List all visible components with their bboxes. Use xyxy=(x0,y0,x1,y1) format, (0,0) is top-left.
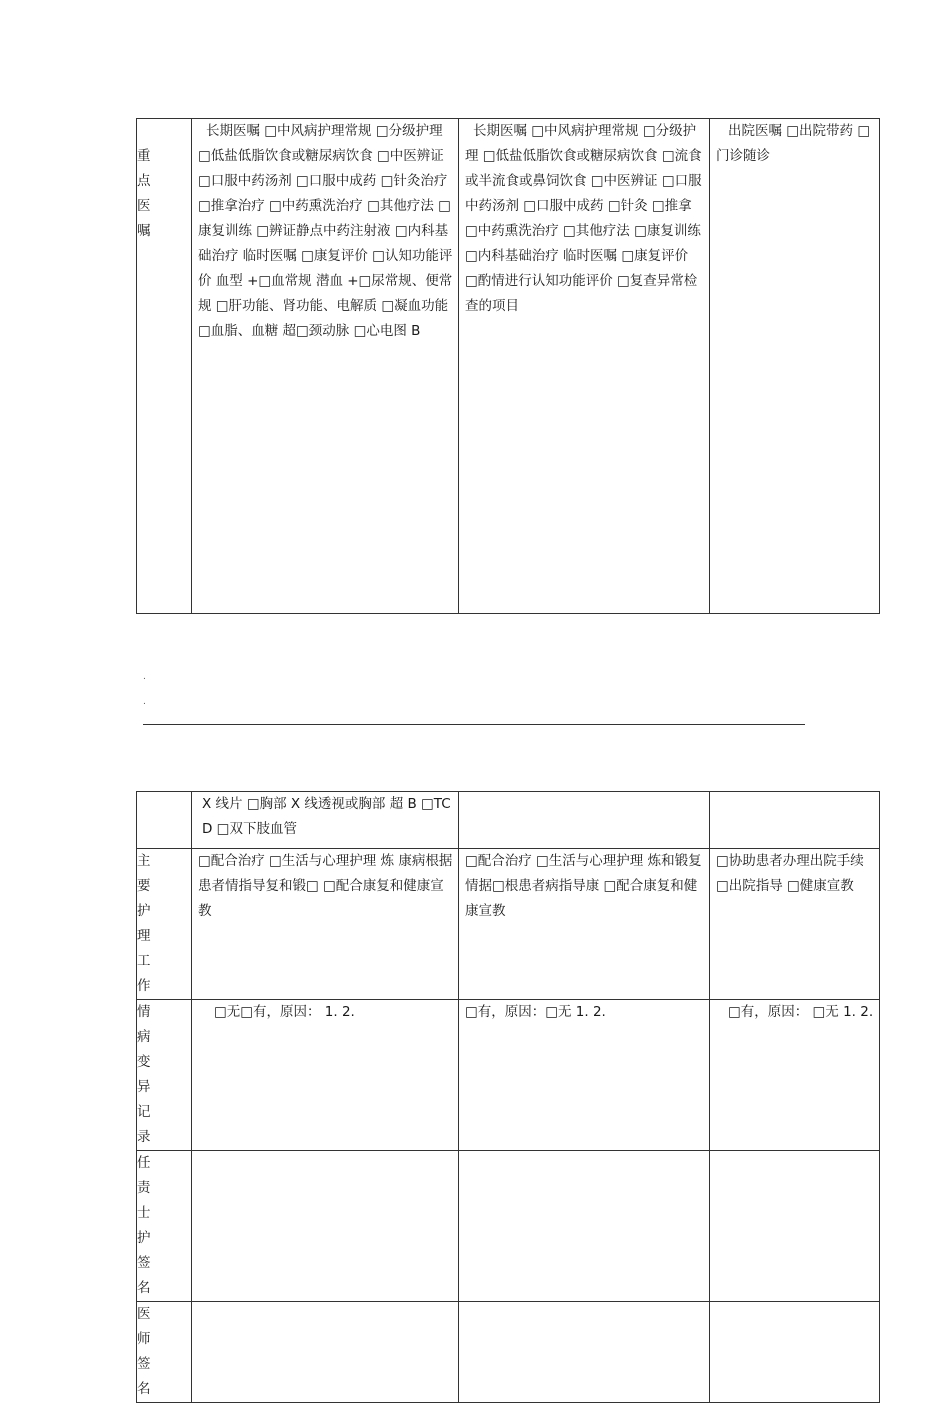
variation-col1-text: □无□有，原因： 1. 2. xyxy=(214,1004,355,1020)
nursing-work-col3-cell xyxy=(710,849,880,1000)
variation-col2-text: □有，原因：□无 1. 2. xyxy=(465,1004,606,1020)
day2-orders-cell xyxy=(459,119,710,614)
nursing-work-col1-text: □配合治疗 □生活与心理护理 炼 康病根据患者情指导复和锻□ □配合康复和健康宣教 xyxy=(198,853,453,919)
variation-row xyxy=(137,1000,880,1151)
variation-label: 情病变异记录 xyxy=(137,1004,151,1145)
exam-col3-cell xyxy=(710,792,880,849)
day1-orders-cell xyxy=(192,119,459,614)
variation-col3-cell xyxy=(710,1000,880,1151)
nursing-work-label: 主要护理工作 xyxy=(137,853,151,994)
day2-orders-text: 长期医嘱 □中风病护理常规 □分级护理 □低盐低脂饮食或糖尿病饮食 □流食或半流食或鼻饲饮食 □中医辨证 □口服中药汤剂 □口服中成药 □针灸 □推拿 □中药熏洗治疗 □其他疗法 □康复训练 □内科基础治疗 临时医嘱 □康复评价 □酌情进行认知功能评价 □复查异常检查的项目 xyxy=(465,123,702,314)
nurse-sign-label: 任责士护签名 xyxy=(137,1155,151,1296)
nursing-work-col1-cell xyxy=(192,849,459,1000)
variation-col3-text: □有，原因： □无 1. 2. xyxy=(728,1004,874,1020)
nursing-work-row xyxy=(137,849,880,1000)
separator-dot-2: . xyxy=(143,697,146,707)
key-orders-row xyxy=(137,119,880,614)
exam-col2-cell xyxy=(459,792,710,849)
key-orders-table xyxy=(136,118,880,614)
doctor-sign-col2-cell[interactable] xyxy=(459,1302,710,1403)
nursing-table xyxy=(136,791,880,1403)
day1-orders-text: 长期医嘱 □中风病护理常规 □分级护理 □低盐低脂饮食或糖尿病饮食 □中医辨证 □口服中药汤剂 □口服中成药 □针灸治疗□推拿治疗 □中药熏洗治疗 □其他疗法 □康复训练 □辨证静点中药注射液 □内科基础治疗 临时医嘱 □康复评价 □认知功能评价 血型 +□血常规 潜血 +□尿常规、便常规 □肝功能、肾功能、电解质 □凝血功能 □血脂、血糖 超□颈动脉 □心电图 B xyxy=(198,123,453,339)
nurse-sign-label-cell xyxy=(137,1151,192,1302)
doctor-sign-row xyxy=(137,1302,880,1403)
doctor-sign-col1-cell[interactable] xyxy=(192,1302,459,1403)
doctor-sign-col3-cell[interactable] xyxy=(710,1302,880,1403)
nursing-work-col2-cell xyxy=(459,849,710,1000)
key-orders-label: 重点医嘱 xyxy=(137,148,151,239)
separator-dot-1: . xyxy=(143,672,146,682)
key-orders-label-cell xyxy=(137,119,192,614)
discharge-orders-text: 出院医嘱 □出院带药 □门诊随诊 xyxy=(716,123,871,164)
nurse-sign-col2-cell[interactable] xyxy=(459,1151,710,1302)
nursing-work-label-cell xyxy=(137,849,192,1000)
variation-col1-cell xyxy=(192,1000,459,1151)
nurse-sign-col1-cell[interactable] xyxy=(192,1151,459,1302)
variation-label-cell xyxy=(137,1000,192,1151)
doctor-sign-label: 医师签名 xyxy=(137,1306,151,1397)
nurse-sign-col3-cell[interactable] xyxy=(710,1151,880,1302)
exam-label-cell xyxy=(137,792,192,849)
variation-col2-cell xyxy=(459,1000,710,1151)
exam-col1-text: X 线片 □胸部 X 线透视或胸部 超 B □TCD □双下肢血管 xyxy=(202,796,451,837)
exam-row xyxy=(137,792,880,849)
discharge-orders-cell xyxy=(710,119,880,614)
nursing-work-col2-text: □配合治疗 □生活与心理护理 炼和锻复情据□根患者病指导康 □配合康复和健康宣教 xyxy=(465,853,702,919)
doctor-sign-label-cell xyxy=(137,1302,192,1403)
exam-col1-cell xyxy=(192,792,459,849)
nursing-work-col3-text: □协助患者办理出院手续 □出院指导 □健康宣教 xyxy=(716,853,864,894)
page-separator-line xyxy=(143,724,805,725)
nurse-sign-row xyxy=(137,1151,880,1302)
